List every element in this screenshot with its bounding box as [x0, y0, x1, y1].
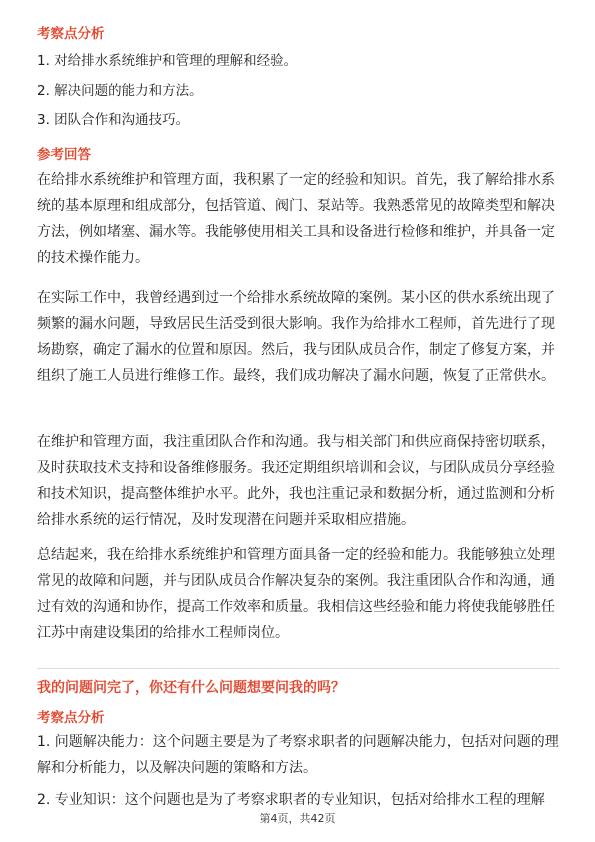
analysis-heading: 考察点分析 [37, 26, 105, 42]
interview-question: 我的问题问完了，你还有什么问题想要问我的吗？ [37, 680, 345, 696]
page-number: 第4页，共42页 [259, 812, 336, 825]
answer-paragraph: 在实际工作中，我曾经遇到过一个给排水系统故障的案例。某小区的供水系统出现了频繁的漏水问题，导致居民生活受到很大影响。我作为给排水工程师，首先进行了现场勘察，确定了漏水的位置和原因。然后，我与团队成员合作，制定了修复方案，并组织了施工人员进行维修工作。最终，我们成功解决了漏水问题，恢复了正常供水。 [37, 290, 555, 384]
answer-paragraph: 总结起来，我在给排水系统维护和管理方面具备一定的经验和能力。我能够独立处理常见的故障和问题，并与团队成员合作解决复杂的案例。我注重团队合作和沟通，通过有效的沟通和协作，提高工作效率和质量。我相信这些经验和能力将使我能够胜任江苏中南建设集团的给排水工程师岗位。 [37, 547, 555, 641]
analysis-point: 2. 专业知识：这个问题也是为了考察求职者的专业知识，包括对给排水工程的理解 [37, 792, 545, 808]
section-divider [37, 668, 559, 669]
answer-heading: 参考回答 [37, 147, 91, 163]
analysis-point: 3. 团队合作和沟通技巧。 [37, 112, 190, 128]
answer-paragraph: 在维护和管理方面，我注重团队合作和沟通。我与相关部门和供应商保持密切联系，及时获取技术支持和设备维修服务。我还定期组织培训和会议，与团队成员分享经验和技术知识，提高整体维护水平。此外，我也注重记录和数据分析，通过监测和分析给排水系统的运行情况，及时发现潜在问题并采取相应措施。 [37, 434, 555, 528]
analysis-point: 1. 对给排水系统维护和管理的理解和经验。 [37, 53, 298, 69]
analysis-point: 1. 问题解决能力：这个问题主要是为了考察求职者的问题解决能力，包括对问题的理解和分析能力，以及解决问题的策略和方法。 [37, 734, 559, 776]
analysis-heading: 考察点分析 [37, 710, 105, 726]
answer-paragraph: 在给排水系统维护和管理方面，我积累了一定的经验和知识。首先，我了解给排水系统的基本原理和组成部分，包括管道、阀门、泵站等。我熟悉常见的故障类型和解决方法，例如堵塞、漏水等。我能够使用相关工具和设备进行检修和维护，并具备一定的技术操作能力。 [37, 172, 555, 266]
analysis-point: 2. 解决问题的能力和方法。 [37, 83, 203, 99]
